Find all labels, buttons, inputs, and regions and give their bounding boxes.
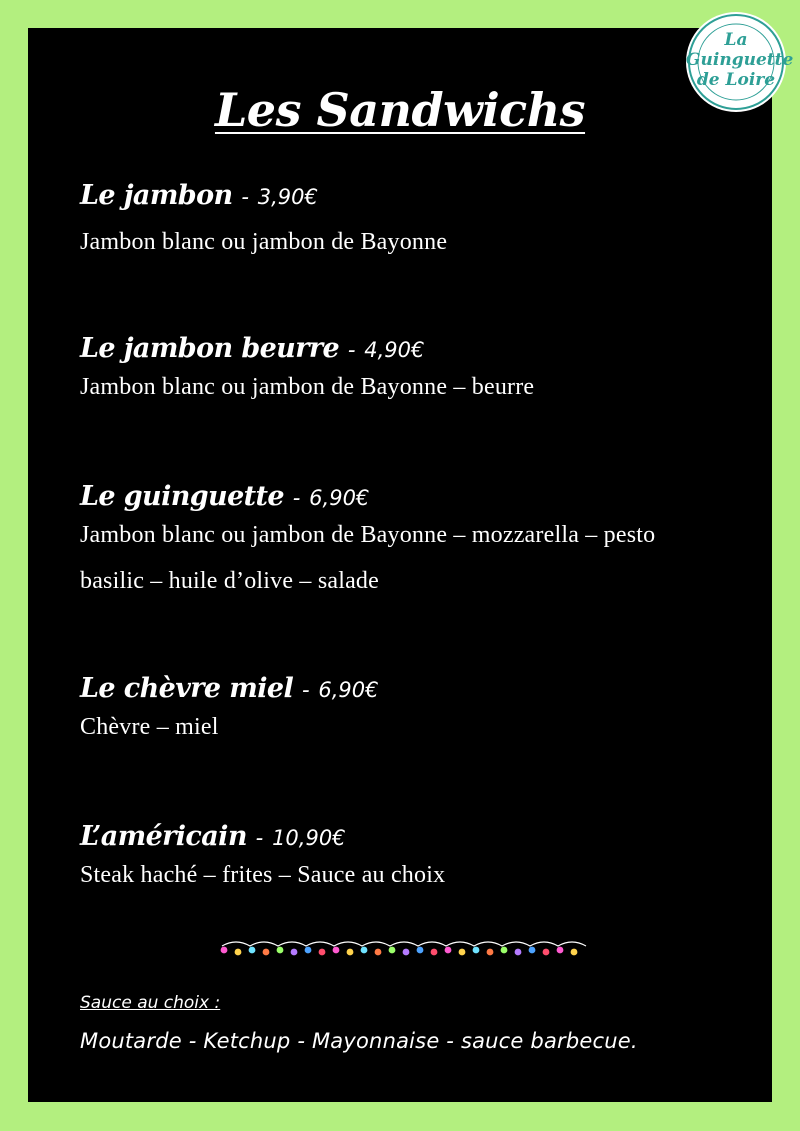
item-heading	[80, 481, 760, 512]
light-bulb	[221, 947, 228, 954]
sauce-list: Moutarde - Ketchup - Mayonnaise - sauce barbecue.	[80, 1029, 638, 1053]
item-heading	[80, 180, 760, 211]
light-bulb	[557, 947, 564, 954]
item-separator: -	[255, 826, 264, 850]
item-description: Steak haché – frites – Sauce au choix	[80, 862, 446, 888]
light-bulb	[529, 947, 536, 954]
page-title: Les Sandwichs	[214, 83, 586, 137]
light-bulb	[347, 949, 354, 956]
item-price: 4,90€	[364, 338, 425, 362]
item-separator: -	[292, 486, 301, 510]
menu-item	[80, 180, 760, 265]
item-heading	[80, 821, 760, 852]
light-bulb	[515, 949, 522, 956]
menu-item	[80, 821, 760, 898]
logo-text: La Guinguette de Loire	[686, 30, 794, 90]
item-price: 6,90€	[309, 486, 370, 510]
item-name: Le jambon beurre	[80, 333, 340, 364]
menu-item	[80, 481, 760, 604]
light-bulb	[431, 949, 438, 956]
menu-item	[80, 673, 760, 750]
light-bulb	[361, 947, 368, 954]
item-description-line: Jambon blanc ou jambon de Bayonne – mozzarella – pesto	[80, 522, 656, 548]
item-name: L’américain	[80, 821, 247, 852]
item-heading	[80, 673, 760, 704]
light-bulb	[417, 947, 424, 954]
item-description: Jambon blanc ou jambon de Bayonne – beurre	[80, 374, 535, 400]
light-bulb	[375, 949, 382, 956]
light-bulb	[403, 949, 410, 956]
light-bulb	[487, 949, 494, 956]
light-bulb	[291, 949, 298, 956]
light-bulb	[501, 947, 508, 954]
light-bulb	[305, 947, 312, 954]
light-bulb	[543, 949, 550, 956]
item-description	[80, 512, 760, 604]
light-bulb	[249, 947, 256, 954]
light-bulb	[235, 949, 242, 956]
item-description: Chèvre – miel	[80, 714, 219, 740]
item-separator: -	[301, 678, 310, 702]
light-bulb	[473, 947, 480, 954]
light-bulb	[445, 947, 452, 954]
item-description: Jambon blanc ou jambon de Bayonne	[80, 229, 448, 255]
light-bulbs	[221, 947, 578, 956]
light-bulb	[277, 947, 284, 954]
item-price: 10,90€	[272, 826, 346, 850]
item-separator: -	[347, 338, 356, 362]
item-name: Le chèvre miel	[80, 673, 294, 704]
item-price: 6,90€	[318, 678, 379, 702]
light-bulb	[263, 949, 270, 956]
item-name: Le guinguette	[80, 481, 284, 512]
light-bulb	[571, 949, 578, 956]
light-bulb	[319, 949, 326, 956]
menu-item	[80, 333, 760, 410]
string-lights-decoration	[218, 936, 590, 964]
item-description-line: basilic – huile d’olive – salade	[80, 568, 379, 594]
light-bulb	[459, 949, 466, 956]
restaurant-logo	[686, 12, 794, 112]
light-bulb	[389, 947, 396, 954]
item-heading	[80, 333, 760, 364]
item-name: Le jambon	[80, 180, 233, 211]
item-price: 3,90€	[257, 185, 318, 209]
sauce-heading: Sauce au choix :	[80, 993, 221, 1013]
item-separator: -	[241, 185, 249, 209]
light-bulb	[333, 947, 340, 954]
